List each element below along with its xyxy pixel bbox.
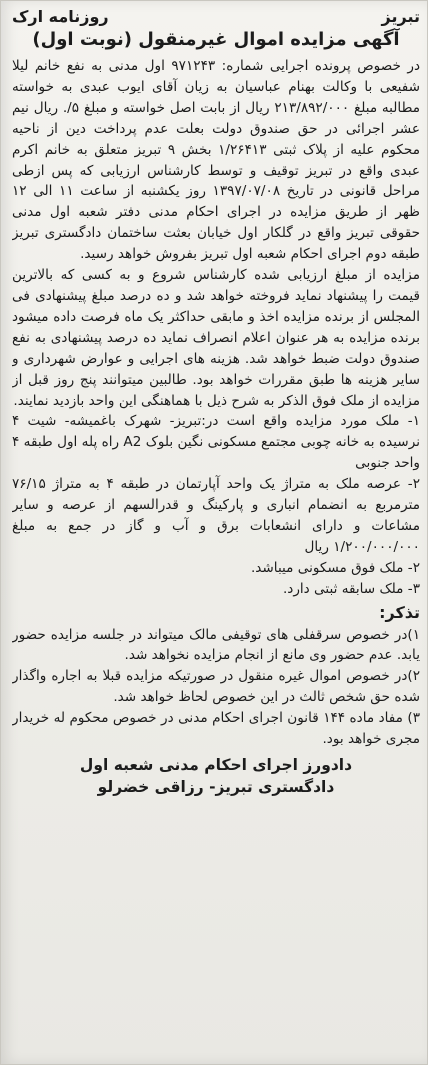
city-label: تبریز bbox=[381, 7, 420, 26]
property-item-registration: ۳- ملک سابقه ثبتی دارد. bbox=[282, 580, 420, 597]
signature-line-1: دادورز اجرای احکام مدنی شعبه اول bbox=[79, 756, 353, 774]
signature-line-2: دادگستری تبریز- رزاقی خضرلو bbox=[97, 778, 335, 796]
masthead-row bbox=[12, 6, 420, 30]
auction-notice bbox=[12, 6, 420, 1056]
newspaper-name: روزنامه ارک bbox=[12, 7, 109, 26]
property-item-usage: ۲- ملک فوق مسکونی میباشد. bbox=[250, 559, 420, 576]
note-item: ۱)در خصوص سرقفلی های توقیفی مالک میتواند در جلسه مزایده حضور یابد. عدم حضور وی مانع از انجام مزایده نخواهد شد. bbox=[12, 626, 420, 664]
note-item: ۳) مفاد ماده ۱۴۴ قانون اجرای احکام مدنی در خصوص محکوم له خریدار مجری خواهد بود. bbox=[12, 710, 420, 748]
property-item-area-price: ۲- عرصه ملک به متراژ یک واحد آپارتمان در طبقه ۴ به متراژ ۷۶/۱۵ مترمربع به انضمام انباری و پارکینگ و قدرالسهم از عرصه و سایر مشاعات و دارای انشعابات برق و آب و گاز در جمع به مبلغ ۱/۲۰۰/۰۰۰/۰۰۰ ریال bbox=[12, 476, 420, 555]
signature-block bbox=[12, 754, 420, 798]
intro-paragraph: در خصوص پرونده اجرایی شماره: ۹۷۱۲۴۳ اول مدنی به نفع خانم لیلا شفیعی با وکالت بهنام عباسیان به زیان آقای ایوب عبدی به خواسته مطالبه مبلغ ۲۱۳/۸۹۲/۰۰۰ ریال از بابت اصل خواسته و مبلغ ۵/. ریال نیم عشر اجرائی در حق صندوق دولت بعلت عدم پرداخت دین از ناحیه محکوم علیه از پلاک ثبتی ۱/۲۶۴۱۳ بخش ۹ تبریز متعلق به خانم اکرم عبدی واقع در تبریز توقیف و توسط کارشناس ارزیابی که پس ازطی مراحل قانونی در تاریخ ۱۳۹۷/۰۷/۰۸ روز یکشنبه از ساعت ۱۱ الی ۱۲ ظهر از طریق مزایده در اجرای احکام مدنی دفتر شعبه اول مدنی حقوقی تبریز واقع در گلکار اول خیابان بعثت ساختمان دادگستری تبریز طبقه دوم اجرای احکام شعبه اول تبریز بفروش خواهد رسید. bbox=[12, 58, 420, 263]
note-item: ۲)در خصوص اموال غیره منقول در صورتیکه مزایده قبلا به اجاره واگذار شده حق شخص ثالث در این خصوص لحاظ خواهد شد. bbox=[12, 668, 420, 706]
notice-title: آگهی مزایده اموال غیرمنقول (نوبت اول) bbox=[32, 29, 400, 50]
property-item-location: ۱- ملک مورد مزایده واقع است در:تبریز- شهرک باغمیشه- شیت ۴ نرسیده به خانه چوبی مجتمع مسکونی نگین بلوک A2 راه پله اول طبقه ۴ واحد جنوبی bbox=[12, 413, 420, 472]
notes-heading: تذکر: bbox=[379, 602, 420, 622]
conditions-paragraph: مزایده از مبلغ ارزیابی شده کارشناس شروع و به کسی که بالاترین قیمت را پیشنهاد نماید فروخته خواهد شد و ده درصد مبلغ پیشنهادی فی المجلس از برنده مزایده اخذ و مابقی حداکثر یک ماه فرصت داده میشود برنده مزایده به هر عنوان اعلام انصراف نماید ده درصد پیشنهادی به نفع صندوق دولت ضبط خواهد شد. هزینه های اجرایی و عوارض شهرداری و سایر هزینه ها طبق مقررات خواهد بود. طالبین میتوانند پنج روز قبل از مزایده از ملک فوق الذکر به شرح ذیل با هماهنگی این واحد بازدید نمایند. bbox=[12, 267, 420, 409]
